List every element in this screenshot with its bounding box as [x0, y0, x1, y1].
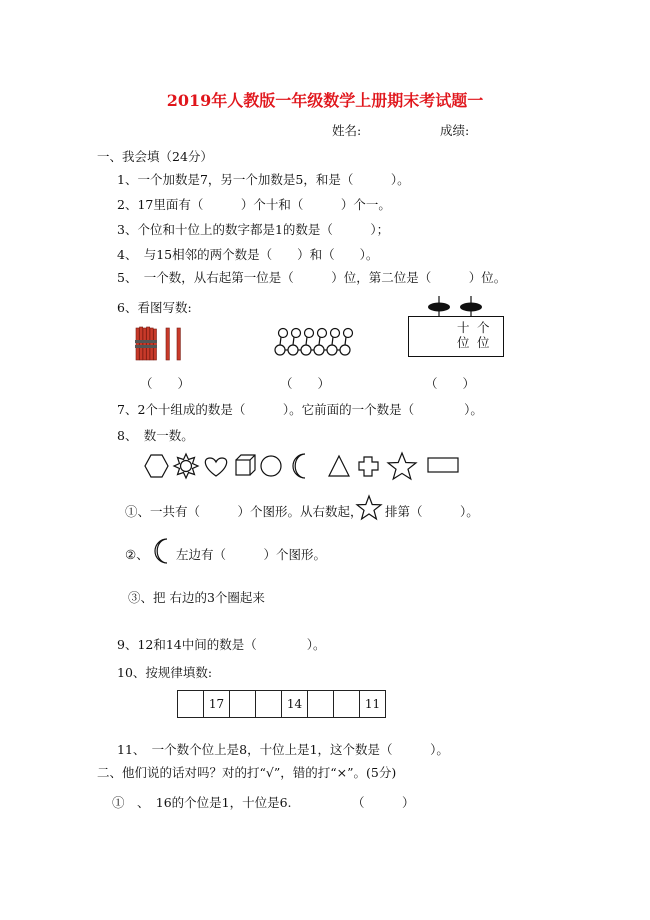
answer-blank: （ ）: [425, 376, 476, 391]
question-8-sub2-text: 左边有（ ）个图形。: [176, 547, 327, 562]
cross-icon: [359, 457, 378, 476]
section2-heading: 二、他们说的话对吗？对的打“√”，错的打“×”。(5分): [97, 765, 397, 780]
question-8-label: 8、 数一数。: [117, 428, 194, 443]
question-8-sub1-rank: 排第（ ）。: [385, 504, 479, 519]
question-8-sub1: ①、一共有（ ）个图形。从右数起，: [125, 504, 363, 519]
abacus-ones-label: 个: [477, 320, 490, 335]
answer-blank: （ ）: [352, 795, 415, 810]
star-icon: [355, 494, 383, 522]
loops-picture: [273, 323, 353, 359]
name-label: 姓名:: [332, 123, 362, 138]
grid-cell: 14: [282, 691, 308, 718]
number-sequence-grid: [177, 690, 386, 718]
grid-cell[interactable]: [256, 691, 282, 718]
star-icon: [388, 453, 416, 479]
abacus-tens-label: 十: [457, 320, 470, 335]
abacus-position-label: 位: [457, 335, 470, 350]
question-3: 3、个位和十位上的数字都是1的数是（ ）；: [117, 222, 390, 237]
crescent-icon: [150, 536, 174, 566]
grid-cell[interactable]: [230, 691, 256, 718]
grid-cell: 11: [360, 691, 386, 718]
circle-icon: [261, 456, 281, 476]
answer-blank: （ ）: [280, 376, 331, 391]
grid-cell[interactable]: [308, 691, 334, 718]
question-2: 2、17里面有（ ）个十和（ ）个一。: [117, 197, 391, 212]
question-7: 7、2个十组成的数是（ ）。它前面的一个数是（ ）。: [117, 402, 483, 417]
question-8-sub2: ②、: [125, 547, 149, 562]
crescent-icon: [293, 454, 305, 478]
question-1: 1、一个加数是7，另一个加数是5，和是（ ）。: [117, 172, 410, 187]
grid-cell[interactable]: [178, 691, 204, 718]
hexagon-icon: [145, 455, 168, 477]
section2-question-1: ① 、 16的个位是1，十位是6.: [112, 795, 292, 810]
question-9: 9、12和14中间的数是（ ）。: [117, 637, 326, 652]
heart-icon: [205, 458, 226, 476]
section1-heading: 一、我会填（24分）: [97, 149, 213, 164]
rectangle-icon: [428, 458, 458, 472]
grid-cell: 17: [204, 691, 230, 718]
question-4: 4、 与15相邻的两个数是（ ）和（ ）。: [117, 247, 379, 262]
sticks-bundle-picture: [133, 325, 193, 365]
shapes-row: [140, 450, 465, 482]
sun-icon: [174, 454, 198, 478]
score-label: 成绩:: [440, 123, 470, 138]
page-title: 2019年人教版一年级数学上册期末考试题一: [166, 91, 484, 110]
grid-cell[interactable]: [334, 691, 360, 718]
abacus-position-label: 位: [477, 335, 490, 350]
answer-blank: （ ）: [140, 376, 191, 391]
question-6-label: 6、看图写数:: [117, 300, 192, 315]
triangle-icon: [329, 456, 349, 476]
cube-icon: [236, 455, 255, 475]
question-5: 5、 一个数，从右起第一位是（ ）位，第二位是（ ）位。: [117, 270, 507, 285]
question-11: 11、 一个数个位上是8，十位上是1，这个数是（ ）。: [117, 742, 449, 757]
question-10-label: 10、按规律填数:: [117, 665, 213, 680]
question-8-sub3: ③、把 右边的3个圈起来: [128, 590, 265, 605]
